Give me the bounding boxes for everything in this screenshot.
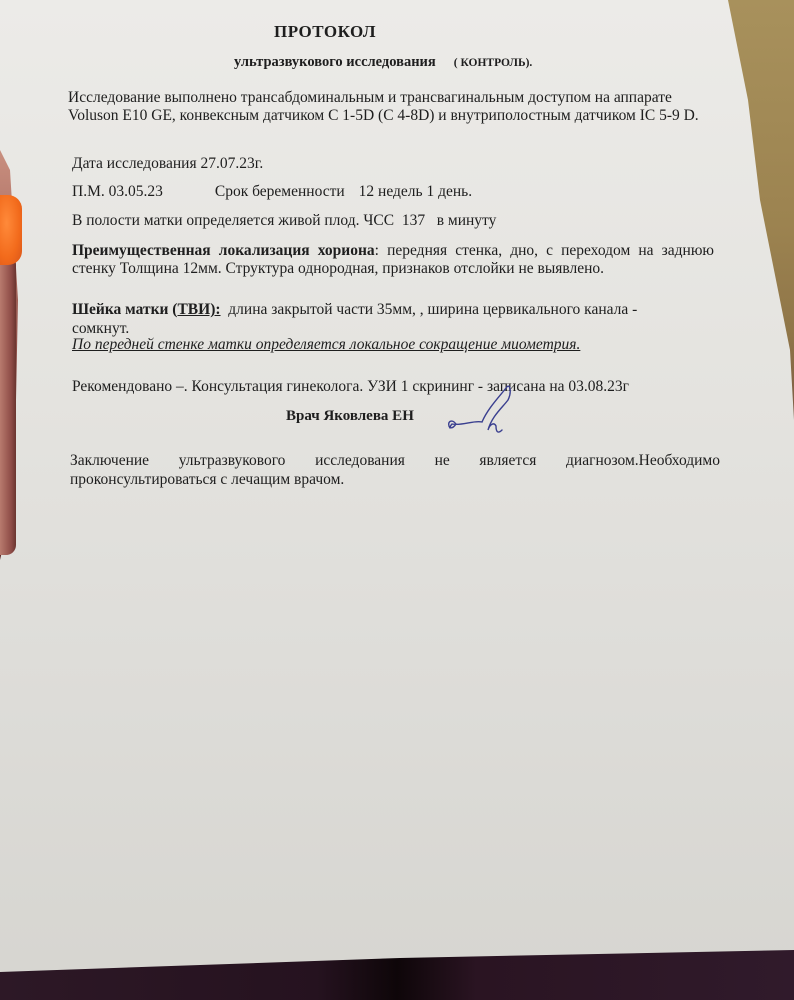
- chorion-thickness: 12мм: [182, 260, 218, 277]
- gestation-value: 12 недель 1 день.: [358, 183, 473, 200]
- cervix-text-1: длина закрытой части 35мм, , ширина цервикального канала -: [228, 301, 638, 318]
- chorion-text-2-post: . Структура однородная, признаков отслойки не выявлено.: [217, 260, 605, 277]
- gestation-label: Срок беременности: [214, 183, 345, 200]
- exam-date-label: Дата исследования: [72, 155, 197, 172]
- document-title: ПРОТОКОЛ: [274, 22, 377, 41]
- lmp-label: П.М.: [72, 183, 105, 200]
- document-subtitle: [234, 54, 532, 71]
- subtitle-note: ( КОНТРОЛЬ).: [453, 57, 533, 69]
- chorion-text-2-pre: стенку Толщина: [72, 260, 179, 277]
- cervix-abbr: ТВИ):: [177, 301, 221, 318]
- fetus-text: В полости матки определяется живой плод. ЧСС: [72, 212, 395, 229]
- conclusion-line-1: Заключение ультразвукового исследования не является диагнозом.Необходимо: [70, 452, 720, 469]
- method-line-2: Voluson E10 GE, конвексным датчиком С 1-5D (С 4-8D) и внутриполостным датчиком IC 5-9 D.: [68, 107, 699, 124]
- lmp-value: 03.05.23: [108, 183, 163, 200]
- signature-icon: [440, 378, 530, 440]
- lmp-gestation-line: [72, 183, 472, 201]
- cervix-line-2: сомкнут.: [72, 320, 130, 337]
- chorion-text-1: : передняя стенка, дно, с переходом на заднюю: [374, 242, 715, 259]
- chorion-line-2: [72, 260, 604, 278]
- fetus-line: [72, 212, 496, 230]
- exam-date-line: [72, 155, 263, 173]
- chorion-label: Преимущественная локализация хориона: [72, 242, 375, 259]
- cervix-label: Шейка матки (: [72, 301, 178, 318]
- chorion-line-1: [72, 242, 714, 260]
- heart-rate-value: 137: [401, 212, 426, 229]
- cervix-line-1: [72, 301, 637, 319]
- doctor-name: Врач Яковлева ЕН: [286, 408, 414, 424]
- cervix-note: По передней стенке матки определяется локальное сокращение миометрия.: [72, 336, 581, 353]
- recommendation: Рекомендовано –. Консультация гинеколога. УЗИ 1 скрининг - записана на 03.08.23г: [72, 378, 630, 395]
- subtitle-text: ультразвукового исследования: [234, 54, 436, 70]
- method-line-1: Исследование выполнено трансабдоминальным и трансвагинальным доступом на аппарате: [68, 89, 672, 106]
- conclusion-line-2: проконсультироваться с лечащим врачом.: [70, 471, 345, 488]
- exam-date-value: 27.07.23г.: [200, 155, 264, 172]
- heart-rate-unit: в минуту: [436, 212, 497, 229]
